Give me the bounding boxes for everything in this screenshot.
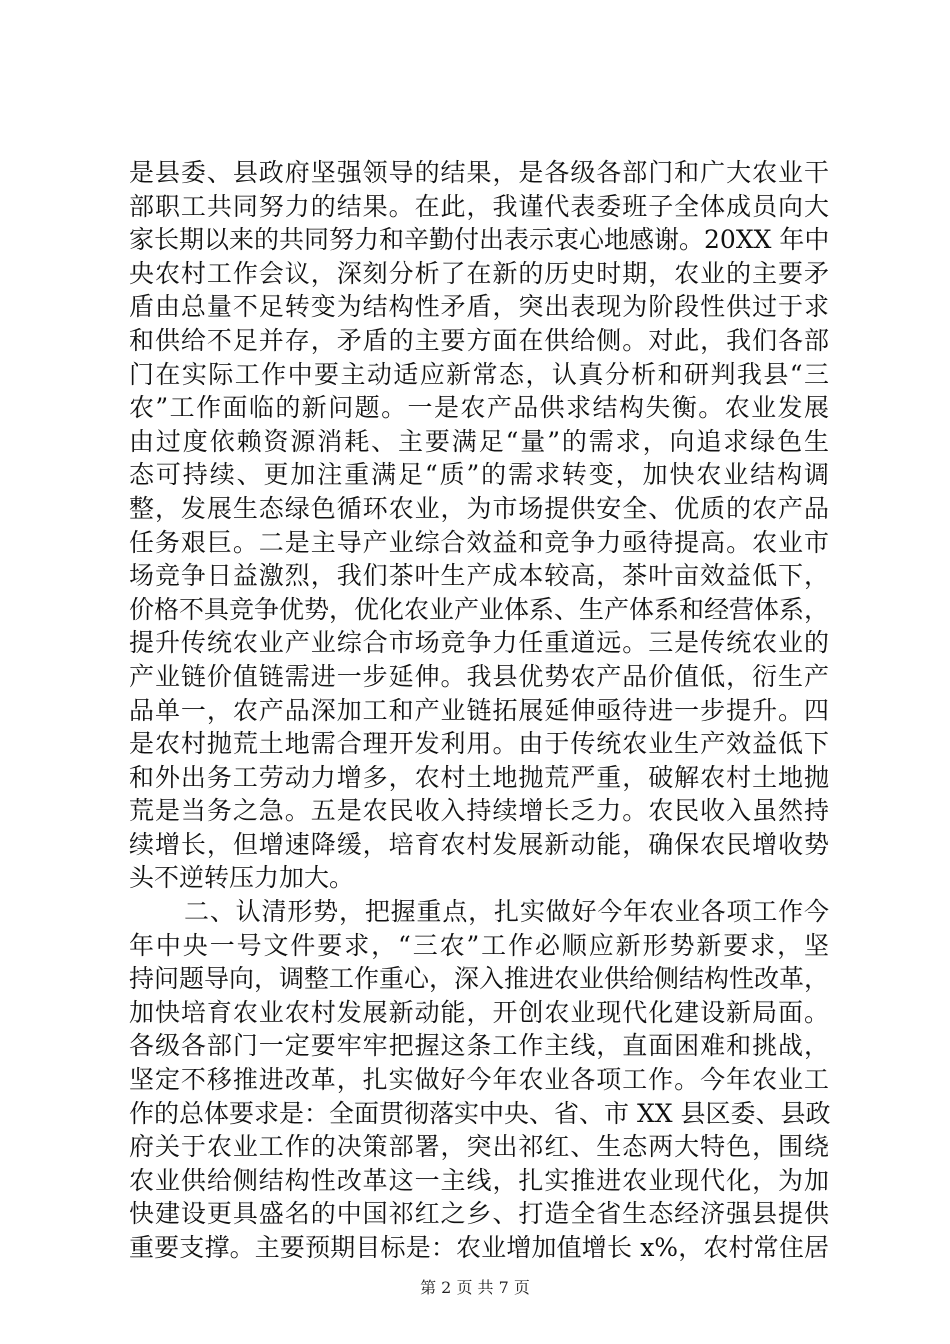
text-line: 坚定不移推进改革，扎实做好今年农业各项工作。今年农业工 [129, 1065, 829, 1095]
text-line: 是县委、县政府坚强领导的结果，是各级各部门和广大农业干 [129, 158, 829, 187]
text-line: 是农村抛荒土地需合理开发利用。由于传统农业生产效益低下 [129, 729, 829, 759]
text-line: 快建设更具盛名的中国祁红之乡、打造全省生态经济强县提供 [129, 1199, 829, 1229]
text-line: 二、认清形势，把握重点，扎实做好今年农业各项工作今 [184, 897, 829, 927]
page-footer: 第 2 页 共 7 页 [420, 1278, 530, 1297]
text-line: 家长期以来的共同努力和辛勤付出表示衷心地感谢。20XX 年中 [129, 225, 830, 255]
text-line: 门在实际工作中要主动适应新常态，认真分析和研判我县“三 [129, 359, 829, 389]
text-line: 年中央一号文件要求，“三农”工作必顺应新形势新要求，坚 [129, 930, 829, 960]
text-line: 荒是当务之急。五是农民收入持续增长乏力。农民收入虽然持 [129, 796, 829, 826]
text-line: 态可持续、更加注重满足“质”的需求转变，加快农业结构调 [129, 460, 829, 490]
text-line: 央农村工作会议，深刻分析了在新的历史时期，农业的主要矛 [129, 258, 829, 288]
text-line: 农”工作面临的新问题。一是农产品供求结构失衡。农业发展 [129, 393, 829, 423]
text-line: 整，发展生态绿色循环农业，为市场提供安全、优质的农产品 [129, 493, 829, 523]
text-line: 作的总体要求是：全面贯彻落实中央、省、市 XX 县区委、县政 [129, 1098, 831, 1128]
text-line: 部职工共同努力的结果。在此，我谨代表委班子全体成员向大 [129, 191, 829, 221]
text-line: 各级各部门一定要牢牢把握这条工作主线，直面困难和挑战， [129, 1031, 829, 1061]
text-line: 价格不具竞争优势，优化农业产业体系、生产体系和经营体系， [129, 594, 830, 624]
text-line: 由过度依赖资源消耗、主要满足“量”的需求，向追求绿色生 [129, 426, 829, 456]
text-line: 农业供给侧结构性改革这一主线，扎实推进农业现代化，为加 [129, 1165, 829, 1195]
text-line: 任务艰巨。二是主导产业综合效益和竞争力亟待提高。农业市 [129, 527, 829, 557]
paragraph [129, 895, 829, 1265]
text-line: 和外出务工劳动力增多，农村土地抛荒严重，破解农村土地抛 [129, 762, 829, 792]
text-line: 加快培育农业农村发展新动能，开创农业现代化建设新局面。 [129, 997, 829, 1027]
text-line: 品单一，农产品深加工和产业链拓展延伸亟待进一步提升。四 [129, 695, 829, 725]
text-line: 提升传统农业产业综合市场竞争力任重道远。三是传统农业的 [129, 628, 829, 658]
text-line: 头不逆转压力加大。 [129, 863, 355, 893]
body-text [129, 156, 829, 1265]
text-line: 和供给不足并存，矛盾的主要方面在供给侧。对此，我们各部 [129, 325, 829, 355]
paragraph [129, 156, 829, 895]
text-line: 重要支撑。主要预期目标是：农业增加值增长 x%，农村常住居 [129, 1233, 829, 1262]
text-line: 府关于农业工作的决策部署，突出祁红、生态两大特色，围绕 [129, 1132, 829, 1162]
text-line: 产业链价值链需进一步延伸。我县优势农产品价值低，衍生产 [129, 661, 829, 691]
text-line: 场竞争日益激烈，我们茶叶生产成本较高，茶叶亩效益低下， [129, 561, 829, 591]
text-line: 续增长，但增速降缓，培育农村发展新动能，确保农民增收势 [129, 829, 829, 859]
text-line: 盾由总量不足转变为结构性矛盾，突出表现为阶段性供过于求 [129, 292, 829, 322]
text-line: 持问题导向，调整工作重心，深入推进农业供给侧结构性改革， [129, 964, 830, 994]
